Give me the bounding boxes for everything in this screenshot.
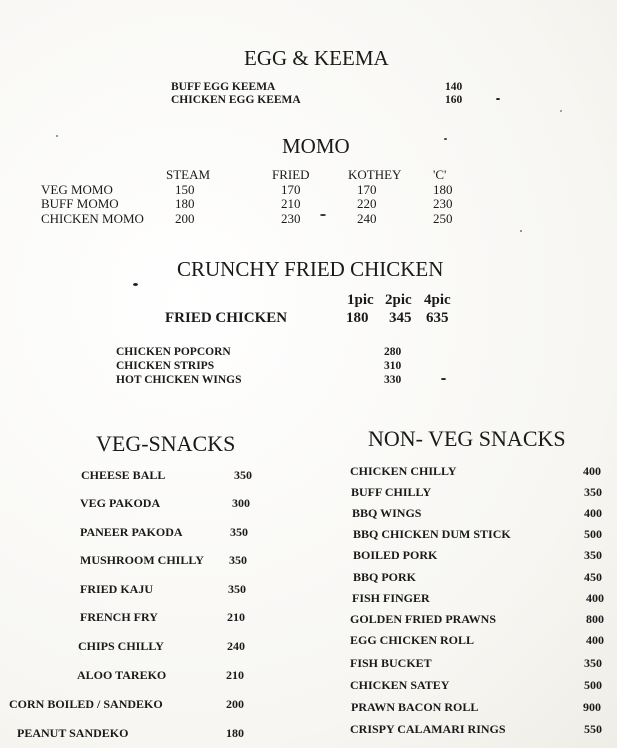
veg-item-price: 210 [227,610,245,624]
crunchy-item-name: CHICKEN STRIPS [116,360,215,372]
nonveg-item-price: 400 [584,506,602,520]
pic-header: 2pic [385,292,412,308]
paper-speck [520,230,522,232]
veg-item-name: FRENCH FRY [80,610,158,624]
nonveg-item-name: BUFF CHILLY [351,485,432,499]
veg-item-price: 200 [226,697,244,711]
momo-price: 240 [357,211,377,226]
fried-chicken-price: 180 [346,310,369,326]
nonveg-item-name: CHICKEN CHILLY [350,464,457,478]
veg-item-name: CORN BOILED / SANDEKO [9,697,163,711]
paper-speck [56,135,58,137]
momo-price: 170 [281,182,301,197]
nonveg-item-price: 400 [583,464,601,478]
pic-header: 1pic [347,292,374,308]
nonveg-item-price: 500 [584,527,602,541]
veg-item-price: 180 [226,726,244,740]
veg-item-name: MUSHROOM CHILLY [80,553,204,567]
nonveg-item-price: 900 [583,700,601,714]
momo-price: 220 [357,196,377,211]
pic-header: 4pic [424,292,451,308]
paper-speck [496,98,500,100]
veg-item-name: VEG PAKODA [80,496,161,510]
veg-item-price: 350 [234,468,252,482]
momo-price: 200 [175,211,195,226]
crunchy-item-price: 330 [384,374,402,386]
nonveg-item-price: 400 [586,633,604,647]
section-title-egg-keema: EGG & KEEMA [244,46,389,70]
crunchy-item-price: 310 [384,360,402,372]
veg-item-name: PANEER PAKODA [80,525,183,539]
veg-item-name: FRIED KAJU [80,582,154,596]
paper-speck [560,110,562,112]
veg-item-price: 300 [232,496,250,510]
momo-header-c: 'C' [433,167,447,182]
nonveg-item-price: 350 [584,548,602,562]
momo-price: 170 [357,182,377,197]
nonveg-item-name: GOLDEN FRIED PRAWNS [350,612,497,626]
paper-speck [320,214,326,216]
nonveg-item-name: BBQ CHICKEN DUM STICK [353,527,511,541]
fried-chicken-price: 635 [426,310,449,326]
veg-item-name: CHIPS CHILLY [78,639,164,653]
nonveg-item-name: CRISPY CALAMARI RINGS [350,722,506,736]
section-title-veg-snacks: VEG-SNACKS [96,431,236,456]
momo-price: 230 [433,196,453,211]
paper-speck [444,138,447,140]
momo-price: 230 [281,211,301,226]
nonveg-item-name: PRAWN BACON ROLL [351,700,479,714]
paper-speck [133,283,138,286]
momo-price: 250 [433,211,453,226]
nonveg-item-price: 800 [586,612,604,626]
fried-chicken-price: 345 [389,310,412,326]
nonveg-item-price: 350 [584,656,602,670]
momo-price: 180 [175,196,195,211]
momo-price: 180 [433,182,453,197]
veg-item-price: 240 [227,639,245,653]
egg-item-price: 160 [445,94,463,106]
crunchy-item-price: 280 [384,346,402,358]
section-title-crunchy: CRUNCHY FRIED CHICKEN [177,257,444,281]
veg-item-name: CHEESE BALL [81,468,166,482]
momo-price: 210 [281,196,301,211]
momo-price: 150 [175,182,195,197]
nonveg-item-name: BBQ WINGS [352,506,422,520]
nonveg-item-name: EGG CHICKEN ROLL [350,633,475,647]
nonveg-item-price: 450 [584,570,602,584]
nonveg-item-price: 400 [586,591,604,605]
egg-item-name: CHICKEN EGG KEEMA [171,94,301,106]
veg-item-name: PEANUT SANDEKO [17,726,129,740]
fried-chicken-label: FRIED CHICKEN [165,310,288,326]
nonveg-item-name: FISH FINGER [352,591,430,605]
crunchy-item-name: CHICKEN POPCORN [116,346,231,358]
momo-row-name: CHICKEN MOMO [41,211,144,226]
section-title-non-veg-snacks: NON- VEG SNACKS [368,426,566,451]
nonveg-item-name: FISH BUCKET [350,656,432,670]
momo-header-kothey: KOTHEY [348,167,402,182]
veg-item-price: 350 [228,582,246,596]
momo-header-steam: STEAM [166,167,211,182]
veg-item-price: 350 [229,553,247,567]
momo-row-name: BUFF MOMO [41,196,119,211]
momo-row-name: VEG MOMO [41,182,113,197]
momo-header-fried: FRIED [272,167,310,182]
veg-item-price: 350 [230,525,248,539]
nonveg-item-name: CHICKEN SATEY [350,678,450,692]
crunchy-item-name: HOT CHICKEN WINGS [116,374,242,386]
nonveg-item-name: BOILED PORK [353,548,438,562]
nonveg-item-price: 500 [584,678,602,692]
egg-item-name: BUFF EGG KEEMA [171,81,276,93]
nonveg-item-price: 350 [584,485,602,499]
nonveg-item-name: BBQ PORK [353,570,417,584]
section-title-momo: MOMO [282,134,350,158]
veg-item-price: 210 [226,668,244,682]
nonveg-item-price: 550 [584,722,602,736]
egg-item-price: 140 [445,81,463,93]
paper-speck [441,378,446,380]
veg-item-name: ALOO TAREKO [77,668,167,682]
